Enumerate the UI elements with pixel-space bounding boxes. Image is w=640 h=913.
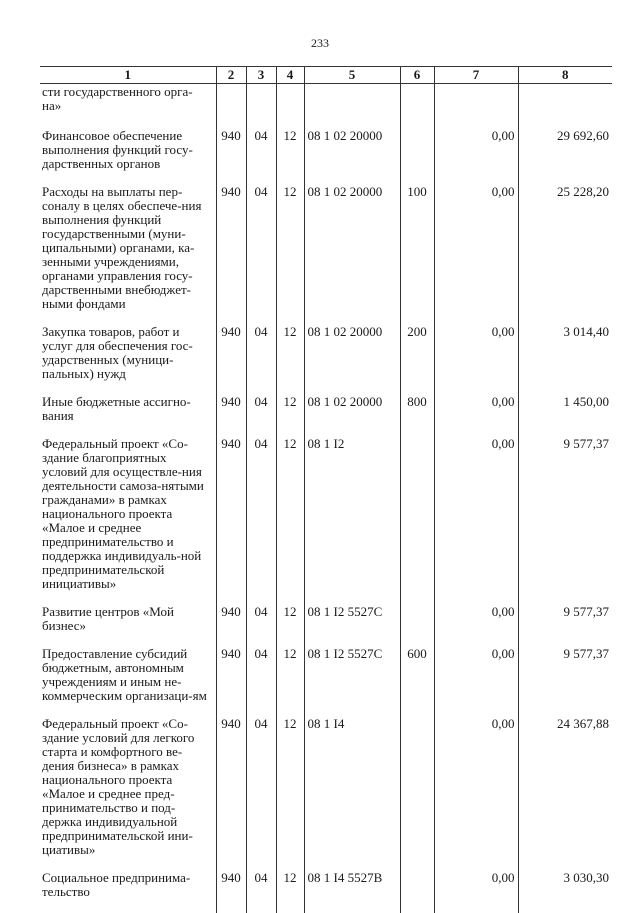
row-rz — [246, 84, 276, 130]
header-col-2: 2 — [216, 67, 246, 84]
row-col8 — [518, 84, 612, 130]
row-col7: 0,00 — [434, 185, 518, 325]
table-row — [40, 647, 612, 717]
row-name: Расходы на выплаты пер-соналу в целях обеспече-ния выполнения функций государственными (муни-ципальными) органами, ка-зенными учреждениями, органами управления госу-дарственными внебюджет-ными фондами — [42, 184, 202, 311]
row-rz: 04 — [246, 717, 276, 871]
row-rz: 04 — [246, 605, 276, 647]
row-col8: 24 367,88 — [518, 717, 612, 871]
table-row — [40, 84, 612, 130]
row-col7: 0,00 — [434, 871, 518, 913]
page-number: 233 — [311, 36, 329, 50]
row-name: Финансовое обеспечение выполнения функций госу-дарственных органов — [42, 128, 193, 171]
row-csr: 08 1 I2 5527C — [304, 647, 400, 717]
row-col8: 25 228,20 — [518, 185, 612, 325]
row-col8: 9 577,37 — [518, 647, 612, 717]
row-ved: 940 — [216, 185, 246, 325]
table-row — [40, 325, 612, 395]
row-rz: 04 — [246, 647, 276, 717]
table-row — [40, 395, 612, 437]
budget-table — [40, 66, 612, 913]
row-col7: 0,00 — [434, 325, 518, 395]
table-header-row — [40, 67, 612, 84]
header-col-5: 5 — [304, 67, 400, 84]
row-col7: 0,00 — [434, 129, 518, 185]
row-col8: 29 692,60 — [518, 129, 612, 185]
row-csr: 08 1 02 20000 — [304, 325, 400, 395]
row-vr — [400, 605, 434, 647]
row-rz: 04 — [246, 871, 276, 913]
row-name: Развитие центров «Мой бизнес» — [42, 604, 174, 633]
row-name: Предоставление субсидий бюджетным, автономным учреждениям и иным не-коммерческим организаци-ям — [42, 646, 207, 703]
row-rz: 04 — [246, 395, 276, 437]
row-name: Закупка товаров, работ и услуг для обеспечения гос-ударственных (муници-пальных) нужд — [42, 324, 193, 381]
row-csr: 08 1 02 20000 — [304, 185, 400, 325]
row-rz: 04 — [246, 129, 276, 185]
header-col-8: 8 — [518, 67, 612, 84]
header-col-6: 6 — [400, 67, 434, 84]
row-ved: 940 — [216, 605, 246, 647]
row-csr: 08 1 I4 — [304, 717, 400, 871]
row-col8: 9 577,37 — [518, 605, 612, 647]
table-row — [40, 717, 612, 871]
table-row — [40, 185, 612, 325]
row-ved: 940 — [216, 871, 246, 913]
row-pr: 12 — [276, 717, 304, 871]
row-vr — [400, 437, 434, 605]
row-pr: 12 — [276, 395, 304, 437]
row-name: Иные бюджетные ассигно-вания — [42, 394, 191, 423]
row-csr: 08 1 I2 5527C — [304, 605, 400, 647]
header-col-3: 3 — [246, 67, 276, 84]
row-col7: 0,00 — [434, 717, 518, 871]
table-row — [40, 129, 612, 185]
row-col7 — [434, 84, 518, 130]
row-pr — [276, 84, 304, 130]
table-row — [40, 605, 612, 647]
row-ved: 940 — [216, 717, 246, 871]
row-name: Социальное предпринима-тельство — [42, 870, 191, 899]
row-vr — [400, 871, 434, 913]
row-col8: 3 014,40 — [518, 325, 612, 395]
header-col-7: 7 — [434, 67, 518, 84]
row-rz: 04 — [246, 437, 276, 605]
row-vr — [400, 84, 434, 130]
row-vr: 200 — [400, 325, 434, 395]
row-vr — [400, 717, 434, 871]
row-ved: 940 — [216, 129, 246, 185]
row-ved: 940 — [216, 647, 246, 717]
row-pr: 12 — [276, 437, 304, 605]
table-row — [40, 437, 612, 605]
row-vr — [400, 129, 434, 185]
row-pr: 12 — [276, 325, 304, 395]
row-pr: 12 — [276, 129, 304, 185]
row-ved: 940 — [216, 395, 246, 437]
row-col8: 9 577,37 — [518, 437, 612, 605]
header-col-4: 4 — [276, 67, 304, 84]
row-csr: 08 1 02 20000 — [304, 129, 400, 185]
row-col7: 0,00 — [434, 605, 518, 647]
row-ved — [216, 84, 246, 130]
row-name: сти государственного орга- на» — [42, 84, 193, 113]
row-col8: 1 450,00 — [518, 395, 612, 437]
row-pr: 12 — [276, 185, 304, 325]
table-row — [40, 871, 612, 913]
row-vr: 100 — [400, 185, 434, 325]
row-col7: 0,00 — [434, 395, 518, 437]
row-name: Федеральный проект «Со-здание благоприятных условий для осуществле-ния деятельности самоза-нятыми гражданами» в рамках национального проекта «Малое и среднее предпринимательство и поддержка индивидуаль-ной предпринимательской инициативы» — [42, 436, 204, 591]
row-name: Федеральный проект «Со-здание условий для легкого старта и комфортного ве-дения бизнеса» в рамках национального проекта «Малое и среднее пред-принимательство и под-держка индивидуальной предпринимательской ини-циативы» — [42, 716, 195, 857]
row-rz: 04 — [246, 185, 276, 325]
row-col7: 0,00 — [434, 647, 518, 717]
header-col-1: 1 — [40, 67, 216, 84]
row-ved: 940 — [216, 325, 246, 395]
row-csr: 08 1 I4 5527B — [304, 871, 400, 913]
row-col8: 3 030,30 — [518, 871, 612, 913]
row-pr: 12 — [276, 605, 304, 647]
row-rz: 04 — [246, 325, 276, 395]
row-col7: 0,00 — [434, 437, 518, 605]
row-ved: 940 — [216, 437, 246, 605]
row-vr: 600 — [400, 647, 434, 717]
row-pr: 12 — [276, 871, 304, 913]
row-csr: 08 1 02 20000 — [304, 395, 400, 437]
row-csr — [304, 84, 400, 130]
row-vr: 800 — [400, 395, 434, 437]
row-csr: 08 1 I2 — [304, 437, 400, 605]
row-pr: 12 — [276, 647, 304, 717]
